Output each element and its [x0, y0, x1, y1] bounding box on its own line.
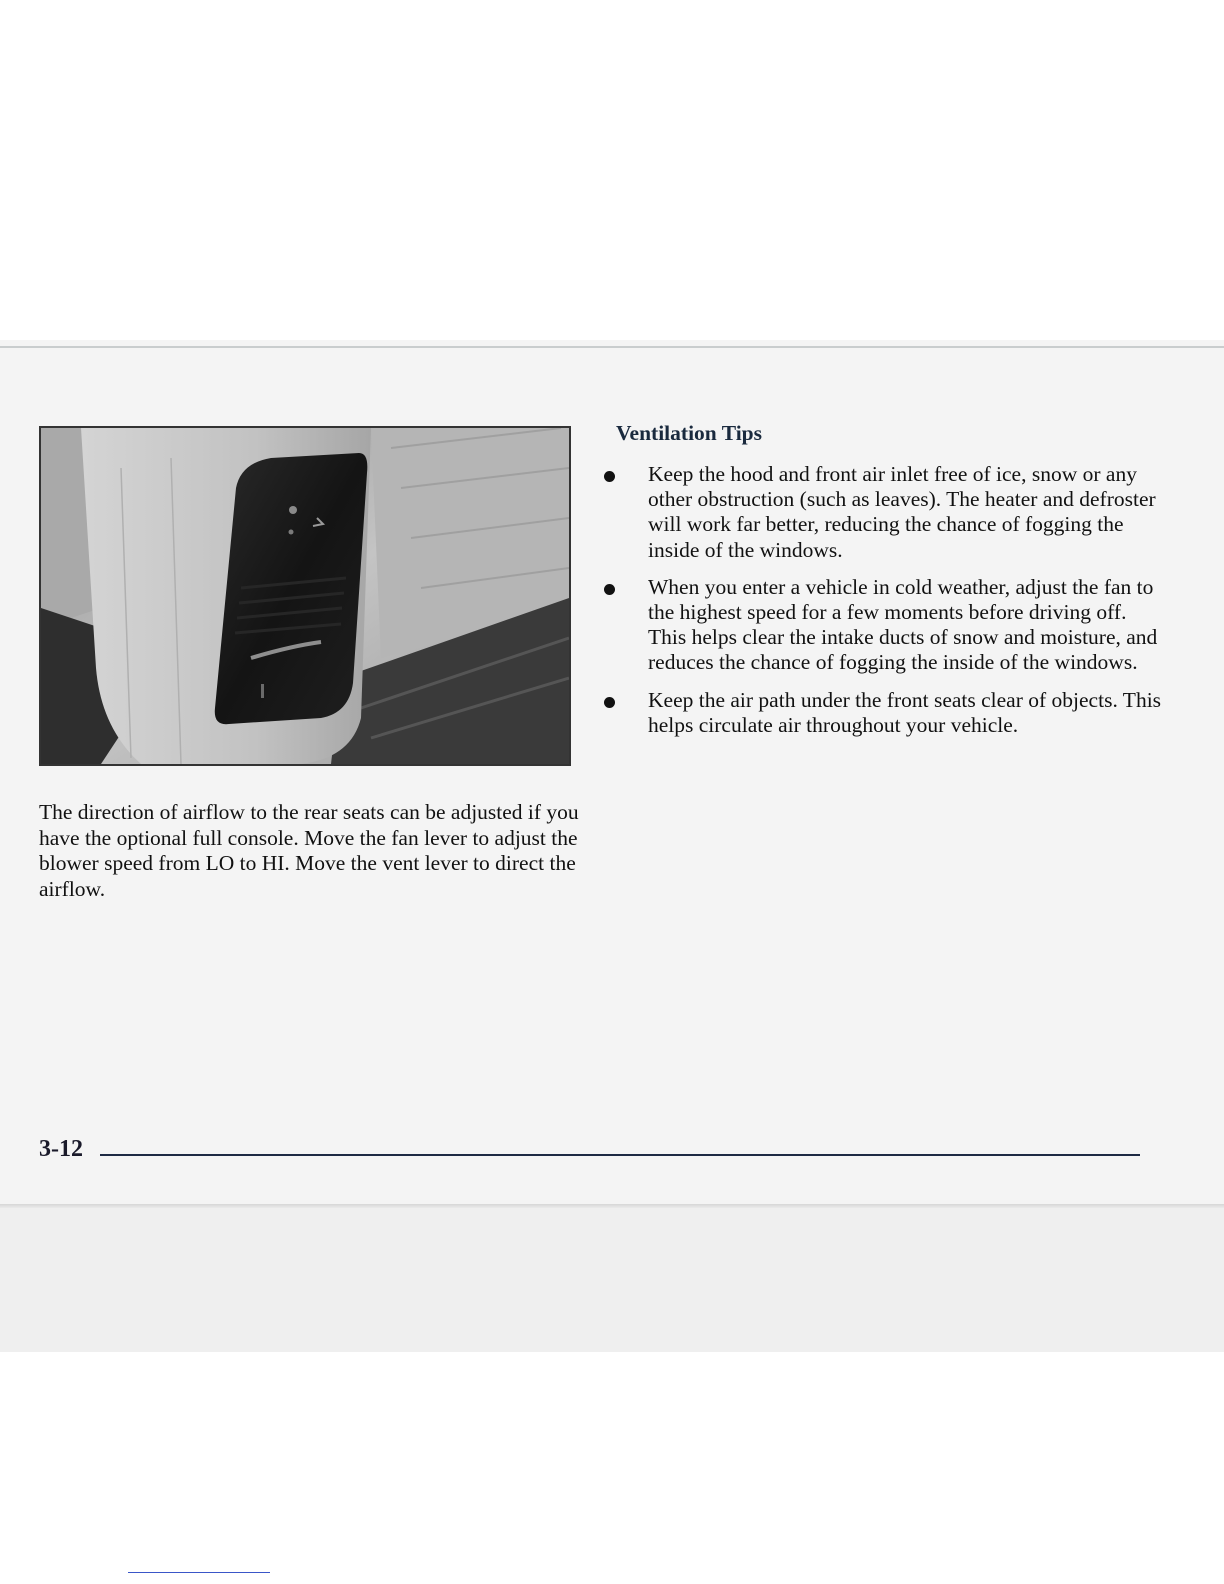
tip-text: When you enter a vehicle in cold weather, adjust the fan to the highest speed for a few moments before driving off. This helps clear the intake ducts of snow and moisture, and reduces the chance of fogging the inside of the windows.	[648, 574, 1158, 675]
top-divider	[0, 346, 1224, 348]
rear-console-vent-photo	[39, 426, 571, 766]
bullet-icon	[604, 584, 615, 595]
airflow-caption: The direction of airflow to the rear seats can be adjusted if you have the optional full console. Move the fan lever to adjust the blower speed from LO to HI. Move the vent lever to direct the airflow.	[39, 800, 579, 901]
bullet-icon	[604, 471, 615, 482]
bullet-icon	[604, 697, 615, 708]
bottom-underline	[128, 1572, 270, 1573]
ventilation-tips-heading: Ventilation Tips	[616, 421, 762, 445]
tip-text: Keep the hood and front air inlet free of ice, snow or any other obstruction (such as leaves). The heater and defroster will work far better, reducing the chance of fogging the inside of the windows.	[648, 462, 1156, 562]
list-item	[602, 688, 1162, 738]
footer-rule	[100, 1154, 1140, 1156]
tip-text: Keep the air path under the front seats clear of objects. This helps circulate air throughout your vehicle.	[648, 687, 1162, 737]
list-item	[602, 575, 1162, 676]
lower-scan-margin	[0, 1208, 1224, 1352]
page-number: 3-12	[39, 1136, 83, 1162]
list-item	[602, 462, 1162, 563]
ventilation-tips-list	[602, 462, 1162, 750]
